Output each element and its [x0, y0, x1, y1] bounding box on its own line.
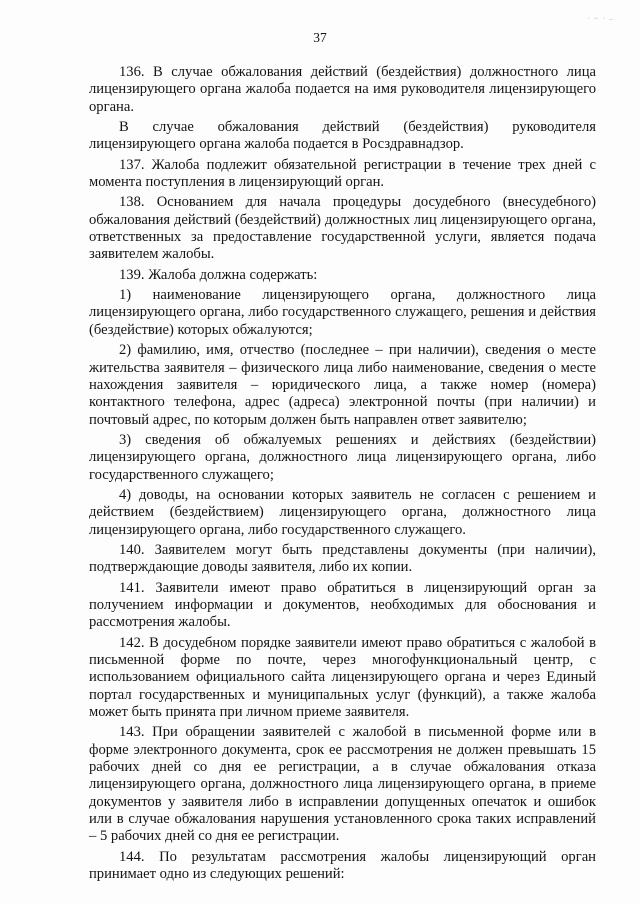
paragraph-139: 139. Жалоба должна содержать:: [119, 266, 318, 283]
list-item-139-2: 2) фамилию, имя, отчество (последнее – при наличии), сведения о месте жительства заявителя – физического лица либо наименование, сведения о месте нахождения заявителя – юридического лица, а также номер (номера) контактного телефона, адрес (адреса) электронной почты (при наличии) и почтовый адрес, по которым должен быть направлен ответ заявителю;: [89, 342, 596, 428]
paragraph-144: 144. По результатам рассмотрения жалобы лицензирующий орган принимает одно из следующих решений:: [89, 848, 596, 883]
paragraph-136: 136. В случае обжалования действий (бездействия) должностного лица лицензирующего органа жалоба подается на имя руководителя лицензирующего органа.: [89, 64, 596, 115]
paragraph-143: 143. При обращении заявителей с жалобой в письменной форме или в форме электронного документа, срок ее рассмотрения не должен превышать 15 рабочих дней со дня ее регистрации, а в случае обжалования отказа лицензирующего органа, должностного лица лицензирующего органа, в приеме документов у заявителя либо в исправлении допущенных опечаток и ошибок или в случае обжалования нарушения установленного срока таких исправлений – 5 рабочих дней со дня ее регистрации.: [89, 724, 596, 845]
paragraph-142: 142. В досудебном порядке заявители имеют право обратиться с жалобой в письменной форме по почте, через многофункциональный центр, с использованием официального сайта лицензирующего органа и через Единый портал государственных и муниципальных услуг (функций), а также жалоба может быть принята при личном приеме заявителя.: [89, 634, 596, 721]
paragraph-136-supervisor: В случае обжалования действий (бездействия) руководителя лицензирующего органа жалоба подается в Росздравнадзор.: [89, 119, 596, 153]
list-item-139-1: 1) наименование лицензирующего органа, должностного лица лицензирующего органа, либо государственного служащего, решения и действия (бездействие) которых обжалуются;: [89, 287, 596, 338]
list-item-139-4: 4) доводы, на основании которых заявитель не согласен с решением и действием (бездействием) лицензирующего органа, должностного лица лицензирующего органа, либо государственного служащего.: [89, 486, 596, 538]
document-body: [89, 64, 596, 886]
paragraph-137: 137. Жалоба подлежит обязательной регистрации в течение трех дней с момента поступления в лицензирующий орган.: [89, 156, 596, 191]
list-item-139-3: 3) сведения об обжалуемых решениях и действиях (бездействии) лицензирующего органа, должностного лица лицензирующего органа, либо государственного служащего;: [89, 431, 596, 483]
page-number: 37: [313, 30, 327, 45]
paragraph-140: 140. Заявителем могут быть представлены документы (при наличии), подтверждающие доводы заявителя, либо их копии.: [89, 541, 596, 576]
paragraph-138: 138. Основанием для начала процедуры досудебного (внесудебного) обжалования действий (бездействий) должностных лиц лицензирующего органа, ответственных за предоставление государственной услуги, является подача заявителем жалобы.: [89, 194, 596, 263]
paragraph-141: 141. Заявители имеют право обратиться в лицензирующий орган за получением информации и документов, необходимых для обоснования и рассмотрения жалобы.: [89, 579, 596, 631]
scan-corner-mark: · ~ · –: [587, 14, 614, 23]
